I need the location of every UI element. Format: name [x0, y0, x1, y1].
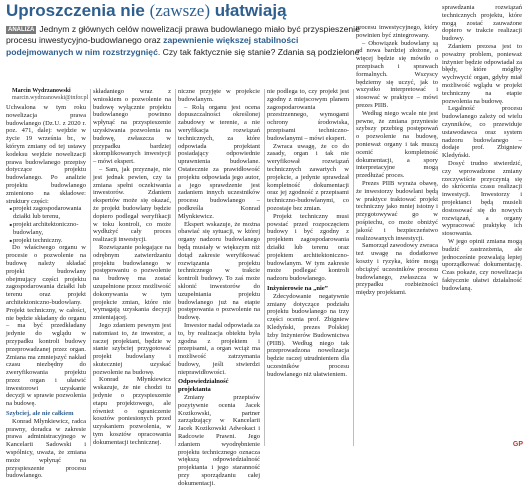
- list-item: • projekt techniczny.: [13, 237, 86, 245]
- column-divider: [175, 89, 176, 446]
- section-badge: ANALIZA: [8, 27, 35, 33]
- paragraph: Ekspert wskazuje, że można obawiać się sytuacji, w której organy nadzoru budowlanego będą musiały w większym niż dotąd zakresie weryfikować rozwiązania projektu technicznego w trakcie kontroli budowy. To zaś może skłonić inwestorów do uzupełniania projektu budowlanego już na etapie postępowania o pozwolenie na budowę.: [178, 220, 260, 322]
- paragraph: – Obowiązek budowlany są od nowa bardziej złożone, a więcej będzie się mówiło o przepisach i sprawach formalnych. Wszyscy będziemy się uczyć, jak to wszystko interpretować i stosować w praktyce – mówi prezes PIIB.: [356, 39, 438, 109]
- paragraph: Projekt techniczny musi powstać przed rozpoczęciem budowy i być zgodny z projektem zagospodarowania działki lub terenu oraz projektem architektoniczno-budowlanym. W tym zakresie może podlegać kontroli nadzoru budowlanego.: [267, 212, 349, 283]
- column-5: [356, 24, 438, 297]
- section-heading: Inżynierowie na „nie”: [267, 284, 328, 292]
- section-heading: Odpowiedzialność projektanta: [178, 378, 229, 394]
- column-2: [93, 88, 171, 447]
- list-item: • projekt architektoniczno-budowlany,: [13, 221, 86, 237]
- paragraph: Jego zdaniem pewnym jest natomiast to, że inwestor, a raczej projektant, będzie w stanie szybciej przygotować projekt budowlany i skuteczniej uzyskać pozwolenie na budowę.: [93, 321, 171, 376]
- paragraph: nie podlega to, czy projekt jest zgodny z miejscowym planem zagospodarowania przestrzennego, wymogami ochrony środowiska, przepisami techniczno-budowlanymi – mówi ekspert.: [267, 88, 349, 142]
- headline-text-end: ułatwiają: [210, 1, 287, 20]
- paragraph: Według niego wcale nie jest pewne, że zmiana przyniesie szybszy przebieg postępowań o pozwolenie na budowę, ponieważ organy i tak muszą ocenić kompletność dokumentacji, a spory interpretacyjne mogą przedłużać proces.: [356, 109, 438, 180]
- paragraph: – Sam, jak przyznaje, nie jest jednak pewien, czy ta zmiana spełni oczekiwania inwestorów. Zdaniem ekspertów może się okazać, że projekt budowlany będzie dopiero podlegał weryfikacji w toku kontroli, co może wydłużyć cały proces realizacji inwestycji.: [93, 165, 171, 244]
- paragraph: W jego opinii zmiana mogą budzić zastrzeżenia, ale jednocześnie pozwalają lepiej uporządkować dokumentację. Czas pokaże, czy nowelizacja faktycznie ułatwi działalność budowlaną.: [442, 237, 522, 292]
- lead-highlight: zapewnienie większej stabilności podejmowanych w nim rozstrzygnięć: [6, 35, 299, 57]
- article-lead: [6, 24, 364, 58]
- paragraph: Konrad Młynkiewicz wskazuje, że nie chodzi tu jedynie o przyspieszenie etapu projektowego, ale również o ograniczenie kosztów poniesionych przed uzyskaniem pozwolenia, w tym kosztów opracowania dokumentacji technicznej.: [93, 376, 171, 446]
- publication-logo: GP: [512, 441, 523, 448]
- lead-text: Jednym z głównych celów nowelizacji prawa budowlanego miało być przyspieszenie procesu inwestycyjno-budowlanego oraz: [6, 24, 360, 46]
- author-name: Marcin Wydrzanowski: [12, 88, 71, 94]
- headline-text-parenthetical: (zawsze): [149, 1, 211, 20]
- paragraph: składaniego wraz z wnioskiem o pozwolenie na budowę wyłącznie projektu budowlanego powinno wpłynąć na przyspieszenie uzyskiwania pozwolenia na budowę, zwłaszcza w przypadku bardziej skomplikowanych inwestycji – mówi ekspert.: [93, 88, 171, 166]
- paragraph: Do właściwego organu w procesie o pozwolenie na budowę należy składać projekt budowlany obejmujący części projektu zagospodarowania działki lub terenu oraz projekt architektoniczno-budowlany. Projekt techniczny, w całości, nie będzie składany do organu – ma być przedkładany jedynie do wglądu w przypadku kontroli budowy przeprowadzanej przez organ. Zmiana ma zmniejszyć nakład czasu niezbędny do zweryfikowania projektu przez organ i ułatwić inwestorowi uzyskanie decyzji w sprawie pozwolenia na budowę.: [6, 244, 86, 408]
- paragraph: Dosyć trudno stwierdzić, czy wprowadzone zmiany rzeczywiście przyczynią się do skrócenia czasu realizacji inwestycji. Inwestorzy i projektanci będą musieli dostosować się do nowych rozwiązań, a organy wypracować praktykę ich stosowania.: [442, 159, 522, 238]
- column-divider: [353, 89, 354, 446]
- column-4: [267, 88, 349, 378]
- paragraph: Uchwalona w tym roku nowelizacja prawa budowlanego (Dz.U. z 2020 r. poz. 471, dalej: wejdzie w życie 19 września br., w którym zmiany od tej ustawy kodeksu wejdzie nowelizacji prawa budowlanego przepisy dotyczące projektu budowlanego. Po analizie projektu budowlanego zmieniono na składowe: struktury części:: [6, 104, 86, 205]
- paragraph: Legalność procesu budowlanego zależy od wielu czynników, co przewiduje ustawodawca oraz system nadzoru budowlanego – dodaje prof. Zbigniew Kledyński.: [442, 105, 522, 160]
- paragraph: sprawdzania rozwiązań technicznych projektu, które mogą zostać zauważone dopiero w trakcie realizacji budowy.: [442, 4, 522, 43]
- author-email[interactable]: marcin.wydrzanowski@infor.pl: [12, 95, 89, 101]
- paragraph: Zmiany przepisów pozytywnie ocenia Jacek Kozikowski, partner zarządzający w Kancelarii Jacek Kozikowski Adwokaci i Radcowie Prawni. Jego zdaniem wyodrębnienie projektu technicznego oznacza większą odpowiedzialność projektanta i jego staranność przy sporządzaniu całej dokumentacji.: [178, 394, 260, 487]
- paragraph: Zdaniem prezesa jest to poważny problem, ponieważ inżynier będzie odpowiadał za błędy, które mógłby wychwycić organ, gdyby miał możliwość wglądu w projekt techniczny na etapie pozwolenia na budowę.: [442, 42, 522, 105]
- column-3: [178, 88, 260, 488]
- paragraph: Prezes PIIB wyraża obawę, że inwestorzy budowlani będą w praktyce traktować projekt techniczny jako mniej istotny i przygotowywać go w pośpiechu, co może obniżyć jakość i bezpieczeństwo realizowanych inwestycji.: [356, 179, 438, 242]
- paragraph: procesu inwestycyjnego, który powinien być zintegrowany.: [356, 24, 438, 39]
- lead-text-end: . Czy tak faktycznie się stanie? Zdania są podzielone: [157, 46, 360, 57]
- list-item: • projekt zagospodarowania działki lub terenu,: [13, 205, 86, 221]
- bulleted-list: [6, 205, 86, 244]
- paragraph: niczne przyjęte w projekcie budowlanym.: [178, 88, 260, 103]
- paragraph: Konrad Młynkiewicz, radca prawny, doradca w zakresie prawa administracyjnego w Kancelarii Sadowski i wspólnicy, uważa, że zmiana może wpłynąć na przyspieszenie procesu budowlanego.: [6, 417, 86, 480]
- column-divider: [90, 89, 91, 446]
- column-6: [442, 4, 522, 292]
- paragraph: Samorząd zawodowy zwraca też uwagę na dodatkowe koszty i ryzyka, które mogą obciążyć uczestników procesu budowlanego, zwłaszcza w przypadku rozbieżności między projektami.: [356, 242, 438, 297]
- column-1: [6, 88, 89, 480]
- headline-text-start: Uproszczenia nie: [6, 1, 150, 20]
- paragraph: Rozwiązanie polegające na odrębnym zatwierdzaniu projektu budowlanego w postępowaniu o pozwolenie na budowę ma zostać uzupełnione przez możliwość dokonywania w tym projekcie zmian, które nie wymagają uzyskania decyzji zmieniającej.: [93, 243, 171, 322]
- paragraph: – Rolą organu jest ocena dopuszczalności określonej zabudowy w terenie, a nie weryfikacja rozwiązań technicznych, za które odpowiada projektant posiadający odpowiednie uprawnienia budowlane. Ostatecznie za prawidłowość projektu odpowiada jego autor, a jego sprawdzenie jest zadaniem innych uczestników procesu budowlanego – podkreśla Konrad Młynkiewicz.: [178, 103, 260, 220]
- section-heading: Szybciej, ale nie całkiem: [6, 410, 74, 418]
- article-headline: [6, 1, 287, 21]
- paragraph: Zwraca uwagę, że co do zasady, organ i tak nie weryfikował rozwiązań technicznych zawartych w projekcie, a jedynie sprawdzał kompletność dokumentacji oraz jej zgodność z przepisami techniczno-budowlanymi, co pozostaje bez zmian.: [267, 142, 349, 212]
- column-divider: [264, 89, 265, 446]
- paragraph: Zdecydowanie negatywnie zmiany dotyczące podziału projektu budowlanego na trzy części ocenia prof. Zbigniew Kledyński, prezes Polskiej Izby Inżynierów Budownictwa (PIIB). Według niego tak przeprowadzona nowelizacja będzie raczej utrudnieniem dla uczestników procesu budowlanego niż ułatwieniem.: [267, 292, 349, 378]
- paragraph: Inwestor nadal odpowiada za to, by realizacja obiektu była zgodna z projektem i przepisami, a organ wciąż ma możliwość zatrzymania budowy, jeśli stwierdzi nieprawidłowości.: [178, 321, 260, 376]
